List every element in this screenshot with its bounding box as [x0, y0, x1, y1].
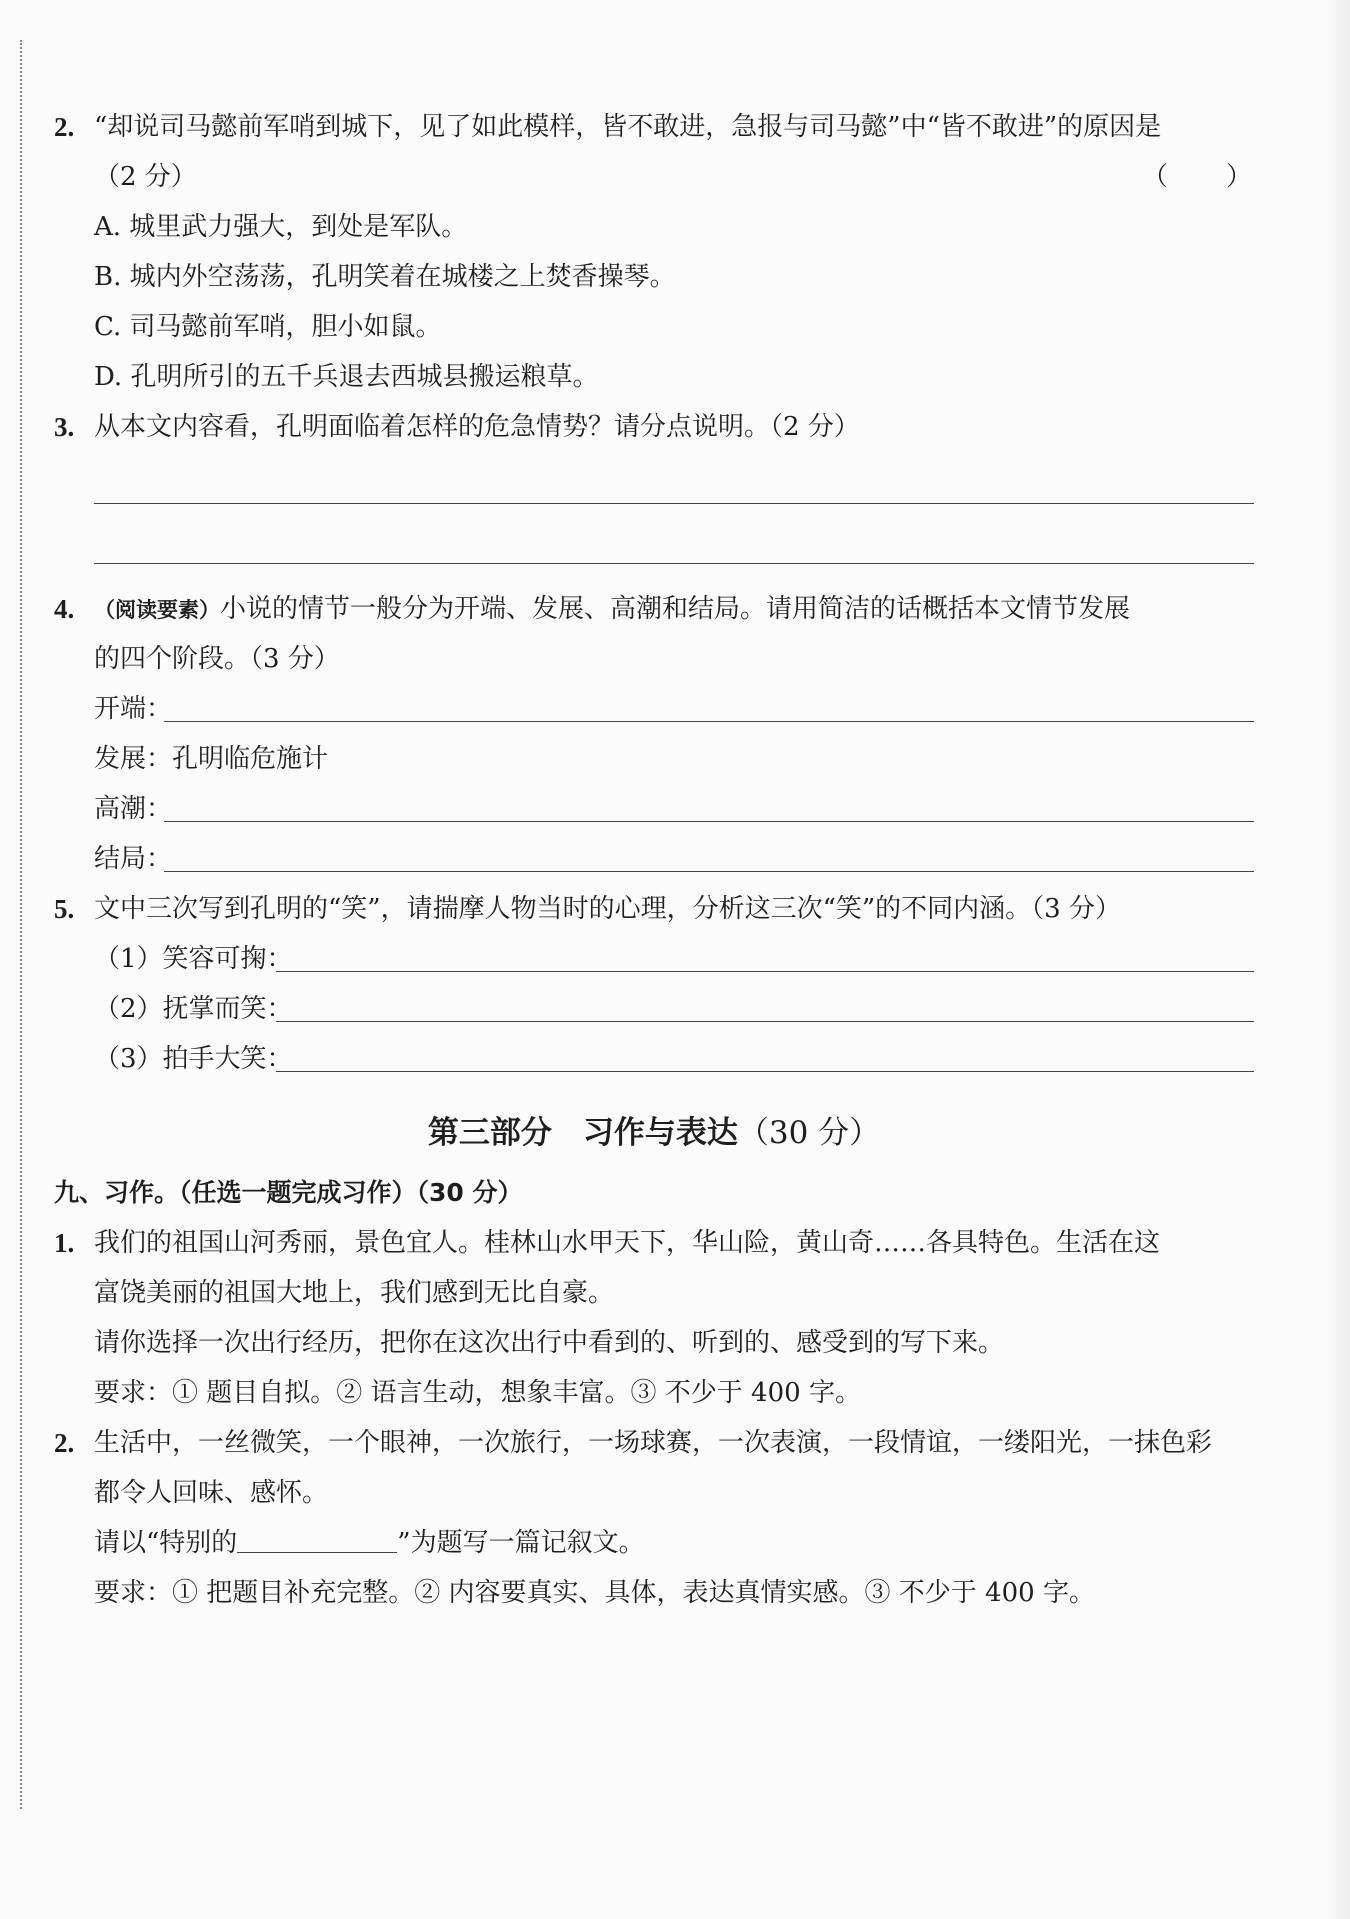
q4-start-blank[interactable] [164, 721, 1254, 722]
q5-item-label: （1）笑容可掬： [94, 944, 293, 974]
writing-rule [94, 563, 1254, 564]
binding-margin [20, 40, 22, 1809]
w1-text-1: 我们的祖国山河秀丽，景色宜人。桂林山水甲天下，华山险，黄山奇……各具特色。生活在这 [94, 1228, 1161, 1258]
q3-number: 3. [54, 412, 75, 442]
q2-text-1: “却说司马懿前军哨到城下，见了如此模样，皆不敢进，急报与司马懿”中“皆不敢进”的原因是 [94, 112, 1162, 142]
q2-text-2: （2 分） [94, 162, 197, 192]
q4-climax-blank[interactable] [164, 821, 1254, 822]
q5-item-1 [54, 934, 1254, 984]
q2-option-a [54, 202, 1254, 252]
q4-ending-label: 结局： [94, 844, 173, 874]
q4-start-label: 开端： [94, 694, 173, 724]
q5-item-1-blank[interactable] [276, 971, 1254, 972]
q4-number: 4. [54, 594, 75, 624]
q5-line [54, 884, 1254, 934]
q5-item-3-blank[interactable] [276, 1071, 1254, 1072]
q3-answer-line-2[interactable] [54, 512, 1254, 572]
q5-item-2 [54, 984, 1254, 1034]
q4-text-1-body: 小说的情节一般分为开端、发展、高潮和结局。请用简洁的话概括本文情节发展 [220, 594, 1131, 624]
q5-number: 5. [54, 894, 75, 924]
w1-number: 1. [54, 1228, 75, 1258]
q4-text-2: 的四个阶段。（3 分） [94, 644, 340, 674]
option-text: D. 孔明所引的五千兵退去西城县搬运粮草。 [94, 362, 599, 392]
w2-title-suffix: ”为题写一篇记叙文。 [397, 1528, 645, 1558]
q2-option-b [54, 252, 1254, 302]
q4-develop-label: 发展：孔明临危施计 [94, 744, 329, 774]
q4-ending-row [54, 834, 1254, 884]
q5-item-2-blank[interactable] [276, 1021, 1254, 1022]
q5-item-label: （3）拍手大笑： [94, 1044, 293, 1074]
page-shadow [1328, 0, 1350, 1919]
q4-start-row [54, 684, 1254, 734]
option-text: B. 城内外空荡荡，孔明笑着在城楼之上焚香操琴。 [94, 262, 676, 292]
section9-heading: 九、习作。（任选一题完成习作）（30 分） [54, 1178, 523, 1207]
q4-ending-blank[interactable] [164, 871, 1254, 872]
reading-element-tag: （阅读要素） [94, 598, 220, 622]
q2-option-d [54, 352, 1254, 402]
q5-text: 文中三次写到孔明的“笑”，请揣摩人物当时的心理，分析这三次“笑”的不同内涵。（3 分） [94, 894, 1121, 924]
q2-line2 [54, 152, 1254, 202]
q4-climax-row [54, 784, 1254, 834]
option-text: A. 城里武力强大，到处是军队。 [94, 212, 468, 242]
q5-item-label: （2）抚掌而笑： [94, 994, 293, 1024]
w1-line4 [54, 1368, 1254, 1418]
w1-text-3: 请你选择一次出行经历，把你在这次出行中看到的、听到的、感受到的写下来。 [94, 1328, 1005, 1358]
w1-line3 [54, 1318, 1254, 1368]
w2-title-blank[interactable] [237, 1522, 397, 1553]
q4-line2 [54, 634, 1254, 684]
w2-requirements: 要求：① 把题目补充完整。② 内容要真实、具体，表达真情实感。③ 不少于 400 字。 [94, 1578, 1095, 1608]
option-text: C. 司马懿前军哨，胆小如鼠。 [94, 312, 442, 342]
w1-text-2: 富饶美丽的祖国大地上，我们感到无比自豪。 [94, 1278, 615, 1308]
worksheet-content [54, 102, 1254, 1618]
part3-title-text: 第三部分 习作与表达 [427, 1115, 738, 1151]
q3-text: 从本文内容看，孔明面临着怎样的危急情势？请分点说明。（2 分） [94, 412, 860, 442]
w2-text-1: 生活中，一丝微笑，一个眼神，一次旅行，一场球赛，一次表演，一段情谊，一缕阳光，一抹色彩 [94, 1428, 1213, 1458]
part3-title [54, 1098, 1254, 1168]
w2-line1 [54, 1418, 1254, 1468]
w1-line1 [54, 1218, 1254, 1268]
q2-answer-bracket[interactable]: （ ） [1141, 162, 1254, 192]
w2-number: 2. [54, 1428, 75, 1458]
w2-line4 [54, 1568, 1254, 1618]
q4-develop-row [54, 734, 1254, 784]
q2-number: 2. [54, 112, 75, 142]
q5-item-3 [54, 1034, 1254, 1084]
w1-requirements: 要求：① 题目自拟。② 语言生动，想象丰富。③ 不少于 400 字。 [94, 1378, 861, 1408]
writing-rule [94, 503, 1254, 504]
w2-line2 [54, 1468, 1254, 1518]
q3-line [54, 402, 1254, 452]
q4-text-1 [94, 584, 1130, 635]
q4-climax-label: 高潮： [94, 794, 173, 824]
w2-line3 [54, 1518, 1254, 1568]
w2-text-3 [94, 1518, 645, 1568]
w2-text-2: 都令人回味、感怀。 [94, 1478, 329, 1508]
part3-score: （30 分） [737, 1115, 881, 1151]
w1-line2 [54, 1268, 1254, 1318]
q4-line1 [54, 584, 1254, 634]
q3-answer-line-1[interactable] [54, 452, 1254, 512]
w2-title-prefix: 请以“特别的 [94, 1528, 238, 1558]
q2-option-c [54, 302, 1254, 352]
q2-line1 [54, 102, 1254, 152]
